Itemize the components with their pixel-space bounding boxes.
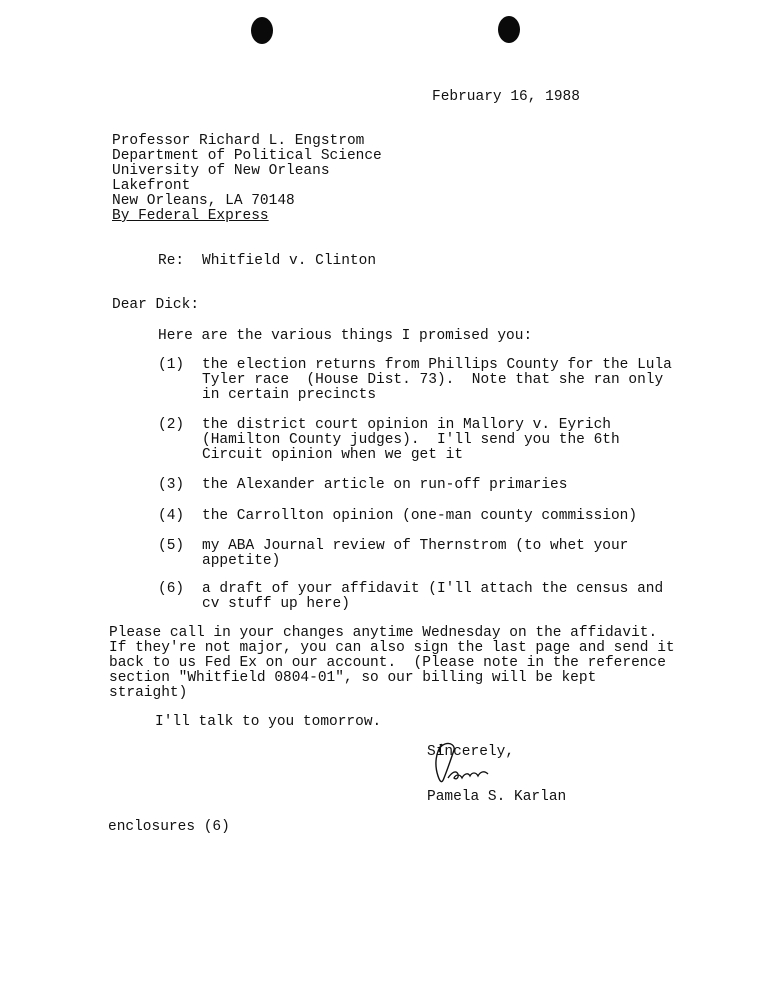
list-item-line: cv stuff up here)	[202, 596, 350, 612]
recipient-line: Professor Richard L. Engstrom	[112, 133, 365, 149]
list-item-number: (6)	[158, 581, 185, 597]
list-item-number: (5)	[158, 538, 185, 554]
handwritten-signature	[426, 738, 516, 794]
list-item-line: in certain precincts	[202, 387, 377, 403]
delivery-method: By Federal Express	[112, 208, 269, 224]
re-label: Re:	[158, 253, 185, 269]
closing: Sincerely,	[427, 744, 515, 760]
list-item-line: Tyler race (House Dist. 73). Note that she ran only	[202, 372, 664, 388]
intro-line: Here are the various things I promised you:	[158, 328, 533, 344]
punch-hole-left	[251, 17, 273, 44]
list-item-line: my ABA Journal review of Thernstrom (to whet your	[202, 538, 629, 554]
list-item-line: the Alexander article on run-off primaries	[202, 477, 568, 493]
list-item-line: the election returns from Phillips County for the Lula	[202, 357, 672, 373]
list-item-number: (4)	[158, 508, 185, 524]
list-item-line: the Carrollton opinion (one-man county commission)	[202, 508, 638, 524]
paragraph-line: If they're not major, you can also sign the last page and send it	[109, 640, 675, 656]
paragraph-line: section "Whitfield 0804-01", so our billing will be kept	[109, 670, 597, 686]
letter-date: February 16, 1988	[432, 89, 580, 105]
paragraph-line: Please call in your changes anytime Wednesday on the affidavit.	[109, 625, 658, 641]
paragraph-line: straight)	[109, 685, 188, 701]
punch-hole-right	[498, 16, 520, 43]
re-subject: Whitfield v. Clinton	[202, 253, 377, 269]
recipient-line: Department of Political Science	[112, 148, 382, 164]
list-item-line: Circuit opinion when we get it	[202, 447, 464, 463]
recipient-line: New Orleans, LA 70148	[112, 193, 295, 209]
list-item-line: the district court opinion in Mallory v. Eyrich	[202, 417, 611, 433]
signer-name: Pamela S. Karlan	[427, 789, 567, 805]
closing-remark: I'll talk to you tomorrow.	[155, 714, 382, 730]
enclosures-note: enclosures (6)	[108, 819, 230, 835]
list-item-number: (3)	[158, 477, 185, 493]
list-item-line: (Hamilton County judges). I'll send you the 6th	[202, 432, 620, 448]
paragraph-line: back to us Fed Ex on our account. (Please note in the reference	[109, 655, 666, 671]
salutation: Dear Dick:	[112, 297, 200, 313]
list-item-number: (2)	[158, 417, 185, 433]
list-item-line: appetite)	[202, 553, 281, 569]
list-item-line: a draft of your affidavit (I'll attach the census and	[202, 581, 664, 597]
recipient-line: Lakefront	[112, 178, 191, 194]
recipient-line: University of New Orleans	[112, 163, 330, 179]
list-item-number: (1)	[158, 357, 185, 373]
